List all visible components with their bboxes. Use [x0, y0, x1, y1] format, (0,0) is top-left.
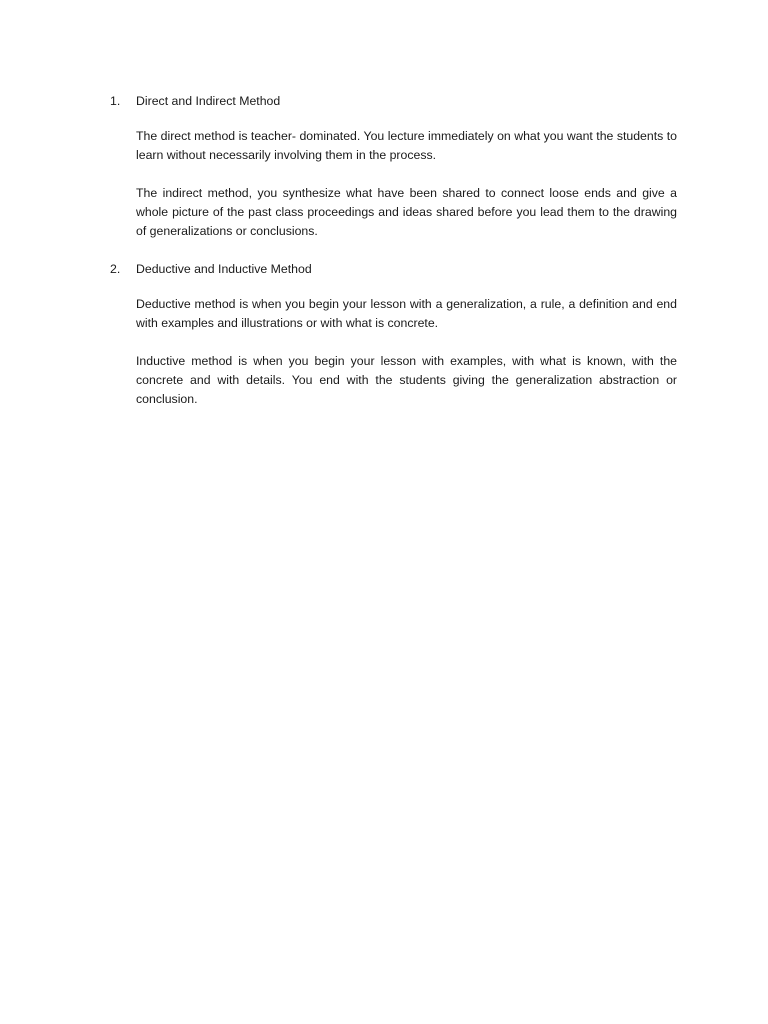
section-title: Direct and Indirect Method — [136, 94, 281, 108]
paragraph-direct-method: The direct method is teacher- dominated. You lecture immediately on what you want the students to learn without necessarily involving them in the process. — [136, 129, 677, 162]
section-heading — [110, 260, 677, 279]
paragraph-deductive-method: Deductive method is when you begin your lesson with a generalization, a rule, a definition and end with examples and illustrations or with what is concrete. — [136, 297, 677, 330]
section-deductive-inductive — [110, 260, 677, 409]
section-title: Deductive and Inductive Method — [136, 262, 312, 276]
section-heading — [110, 92, 677, 111]
document-content — [110, 92, 677, 428]
section-number: 2. — [110, 262, 121, 276]
paragraph-inductive-method: Inductive method is when you begin your lesson with examples, with what is known, with the concrete and with details. You end with the students giving the generalization abstraction or conclusion. — [136, 354, 677, 406]
section-number: 1. — [110, 94, 121, 108]
paragraph-indirect-method: The indirect method, you synthesize what have been shared to connect loose ends and give a whole picture of the past class proceedings and ideas shared before you lead them to the drawing of generalizations or conclusions. — [136, 186, 677, 238]
section-direct-indirect — [110, 92, 677, 241]
